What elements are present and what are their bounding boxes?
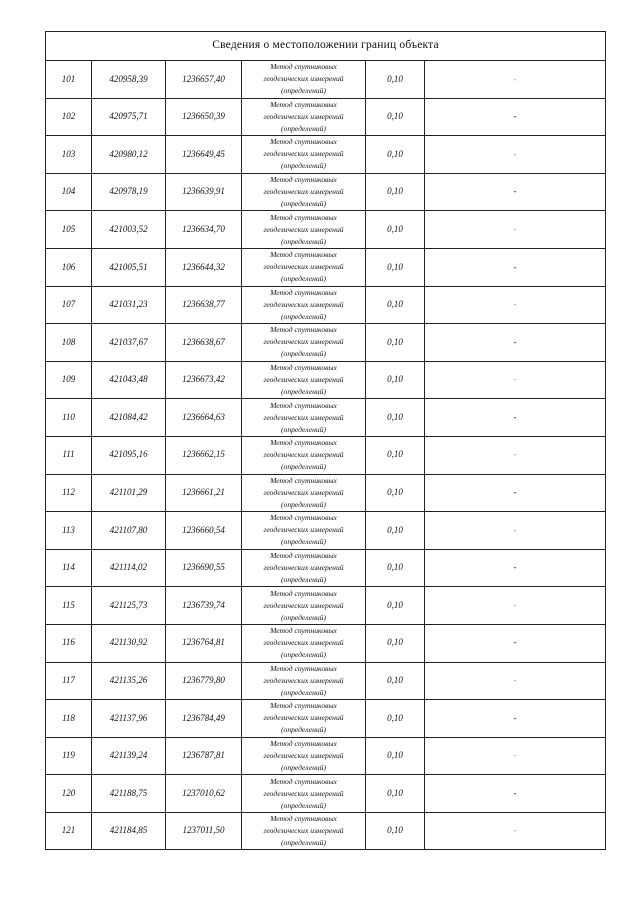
point-number-cell: 113 bbox=[46, 512, 92, 550]
method-cell bbox=[242, 361, 366, 399]
table-row bbox=[46, 587, 606, 625]
note-cell: - bbox=[425, 737, 606, 775]
y-coordinate-cell: 1236662,15 bbox=[166, 436, 242, 474]
method-line-2: геодезических измерений bbox=[263, 563, 344, 573]
accuracy-cell: 0,10 bbox=[366, 136, 425, 174]
note-cell: - bbox=[425, 248, 606, 286]
accuracy-cell: 0,10 bbox=[366, 324, 425, 362]
x-coordinate-cell: 421188,75 bbox=[92, 775, 166, 813]
method-line-1: Метод спутниковых bbox=[270, 663, 337, 673]
table-row bbox=[46, 98, 606, 136]
method-line-2: геодезических измерений bbox=[263, 111, 344, 121]
point-number-cell: 104 bbox=[46, 173, 92, 211]
x-coordinate-cell: 421031,23 bbox=[92, 286, 166, 324]
accuracy-cell: 0,10 bbox=[366, 474, 425, 512]
method-line-1: Метод спутниковых bbox=[270, 175, 337, 185]
method-line-1: Метод спутниковых bbox=[270, 212, 337, 222]
method-line-1: Метод спутниковых bbox=[270, 99, 337, 109]
point-number-cell: 117 bbox=[46, 662, 92, 700]
method-line-3: (определений) bbox=[281, 725, 326, 735]
method-cell bbox=[242, 211, 366, 249]
method-cell bbox=[242, 286, 366, 324]
method-line-2: геодезических измерений bbox=[263, 412, 344, 422]
x-coordinate-cell: 421135,26 bbox=[92, 662, 166, 700]
x-coordinate-cell: 421125,73 bbox=[92, 587, 166, 625]
table-row bbox=[46, 775, 606, 813]
accuracy-cell: 0,10 bbox=[366, 812, 425, 850]
x-coordinate-cell: 421139,24 bbox=[92, 737, 166, 775]
note-cell: - bbox=[425, 512, 606, 550]
method-line-1: Метод спутниковых bbox=[270, 513, 337, 523]
table-row bbox=[46, 812, 606, 850]
y-coordinate-cell: 1237011,50 bbox=[166, 812, 242, 850]
x-coordinate-cell: 421101,29 bbox=[92, 474, 166, 512]
accuracy-cell: 0,10 bbox=[366, 549, 425, 587]
method-line-2: геодезических измерений bbox=[263, 713, 344, 723]
note-cell: - bbox=[425, 361, 606, 399]
table-row bbox=[46, 549, 606, 587]
point-number-cell: 105 bbox=[46, 211, 92, 249]
note-cell: - bbox=[425, 98, 606, 136]
point-number-cell: 121 bbox=[46, 812, 92, 850]
y-coordinate-cell: 1236664,63 bbox=[166, 399, 242, 437]
point-number-cell: 109 bbox=[46, 361, 92, 399]
method-line-3: (определений) bbox=[281, 199, 326, 209]
point-number-cell: 101 bbox=[46, 61, 92, 99]
table-row bbox=[46, 624, 606, 662]
x-coordinate-cell: 420975,71 bbox=[92, 98, 166, 136]
method-cell bbox=[242, 173, 366, 211]
method-line-1: Метод спутниковых bbox=[270, 776, 337, 786]
note-cell: - bbox=[425, 549, 606, 587]
method-line-3: (определений) bbox=[281, 650, 326, 660]
note-cell: - bbox=[425, 436, 606, 474]
accuracy-cell: 0,10 bbox=[366, 436, 425, 474]
table-row bbox=[46, 286, 606, 324]
y-coordinate-cell: 1236690,55 bbox=[166, 549, 242, 587]
method-line-1: Метод спутниковых bbox=[270, 62, 337, 72]
method-cell bbox=[242, 436, 366, 474]
point-number-cell: 103 bbox=[46, 136, 92, 174]
table-row bbox=[46, 700, 606, 738]
point-number-cell: 114 bbox=[46, 549, 92, 587]
note-cell: - bbox=[425, 61, 606, 99]
note-cell: - bbox=[425, 587, 606, 625]
table-row bbox=[46, 136, 606, 174]
accuracy-cell: 0,10 bbox=[366, 211, 425, 249]
y-coordinate-cell: 1236787,81 bbox=[166, 737, 242, 775]
method-line-1: Метод спутниковых bbox=[270, 438, 337, 448]
x-coordinate-cell: 421130,92 bbox=[92, 624, 166, 662]
y-coordinate-cell: 1236784,49 bbox=[166, 700, 242, 738]
method-line-1: Метод спутниковых bbox=[270, 475, 337, 485]
accuracy-cell: 0,10 bbox=[366, 624, 425, 662]
y-coordinate-cell: 1236638,67 bbox=[166, 324, 242, 362]
table-row bbox=[46, 248, 606, 286]
accuracy-cell: 0,10 bbox=[366, 737, 425, 775]
method-cell bbox=[242, 587, 366, 625]
note-cell: - bbox=[425, 211, 606, 249]
method-cell bbox=[242, 775, 366, 813]
note-cell: - bbox=[425, 662, 606, 700]
note-cell: - bbox=[425, 399, 606, 437]
x-coordinate-cell: 420980,12 bbox=[92, 136, 166, 174]
note-cell: - bbox=[425, 324, 606, 362]
table-row bbox=[46, 324, 606, 362]
y-coordinate-cell: 1236634,70 bbox=[166, 211, 242, 249]
y-coordinate-cell: 1236660,54 bbox=[166, 512, 242, 550]
x-coordinate-cell: 421003,52 bbox=[92, 211, 166, 249]
point-number-cell: 110 bbox=[46, 399, 92, 437]
note-cell: - bbox=[425, 775, 606, 813]
method-line-3: (определений) bbox=[281, 462, 326, 472]
accuracy-cell: 0,10 bbox=[366, 361, 425, 399]
method-line-1: Метод спутниковых bbox=[270, 814, 337, 824]
note-cell: - bbox=[425, 286, 606, 324]
table-row bbox=[46, 61, 606, 99]
table-row bbox=[46, 211, 606, 249]
method-line-3: (определений) bbox=[281, 800, 326, 810]
method-cell bbox=[242, 399, 366, 437]
method-line-3: (определений) bbox=[281, 838, 326, 848]
y-coordinate-cell: 1236779,80 bbox=[166, 662, 242, 700]
note-cell: - bbox=[425, 624, 606, 662]
y-coordinate-cell: 1236649,45 bbox=[166, 136, 242, 174]
note-cell: - bbox=[425, 812, 606, 850]
point-number-cell: 107 bbox=[46, 286, 92, 324]
x-coordinate-cell: 421084,42 bbox=[92, 399, 166, 437]
method-line-1: Метод спутниковых bbox=[270, 626, 337, 636]
method-line-2: геодезических измерений bbox=[263, 149, 344, 159]
x-coordinate-cell: 421114,02 bbox=[92, 549, 166, 587]
method-line-2: геодезических измерений bbox=[263, 750, 344, 760]
note-cell: - bbox=[425, 700, 606, 738]
method-cell bbox=[242, 248, 366, 286]
accuracy-cell: 0,10 bbox=[366, 662, 425, 700]
x-coordinate-cell: 421107,80 bbox=[92, 512, 166, 550]
method-line-1: Метод спутниковых bbox=[270, 738, 337, 748]
table-row bbox=[46, 436, 606, 474]
method-cell bbox=[242, 662, 366, 700]
note-cell: - bbox=[425, 474, 606, 512]
method-cell bbox=[242, 98, 366, 136]
accuracy-cell: 0,10 bbox=[366, 61, 425, 99]
method-cell bbox=[242, 549, 366, 587]
accuracy-cell: 0,10 bbox=[366, 173, 425, 211]
boundary-table-body bbox=[46, 32, 606, 850]
method-cell bbox=[242, 61, 366, 99]
x-coordinate-cell: 420978,19 bbox=[92, 173, 166, 211]
method-line-2: геодезических измерений bbox=[263, 337, 344, 347]
method-line-2: геодезических измерений bbox=[263, 788, 344, 798]
accuracy-cell: 0,10 bbox=[366, 775, 425, 813]
method-line-2: геодезических измерений bbox=[263, 450, 344, 460]
method-line-3: (определений) bbox=[281, 687, 326, 697]
method-line-3: (определений) bbox=[281, 236, 326, 246]
x-coordinate-cell: 420958,39 bbox=[92, 61, 166, 99]
method-line-2: геодезических измерений bbox=[263, 262, 344, 272]
method-line-3: (определений) bbox=[281, 123, 326, 133]
x-coordinate-cell: 421005,51 bbox=[92, 248, 166, 286]
method-line-1: Метод спутниковых bbox=[270, 551, 337, 561]
y-coordinate-cell: 1236639,91 bbox=[166, 173, 242, 211]
x-coordinate-cell: 421037,67 bbox=[92, 324, 166, 362]
method-line-3: (определений) bbox=[281, 537, 326, 547]
method-line-3: (определений) bbox=[281, 161, 326, 171]
method-cell bbox=[242, 624, 366, 662]
point-number-cell: 102 bbox=[46, 98, 92, 136]
method-line-2: геодезических измерений bbox=[263, 487, 344, 497]
accuracy-cell: 0,10 bbox=[366, 286, 425, 324]
point-number-cell: 115 bbox=[46, 587, 92, 625]
accuracy-cell: 0,10 bbox=[366, 248, 425, 286]
y-coordinate-cell: 1236764,81 bbox=[166, 624, 242, 662]
method-line-2: геодезических измерений bbox=[263, 299, 344, 309]
method-line-1: Метод спутниковых bbox=[270, 400, 337, 410]
method-cell bbox=[242, 324, 366, 362]
method-line-3: (определений) bbox=[281, 86, 326, 96]
method-line-1: Метод спутниковых bbox=[270, 588, 337, 598]
method-line-1: Метод спутниковых bbox=[270, 137, 337, 147]
table-row bbox=[46, 512, 606, 550]
x-coordinate-cell: 421095,16 bbox=[92, 436, 166, 474]
note-cell: - bbox=[425, 136, 606, 174]
method-line-1: Метод спутниковых bbox=[270, 325, 337, 335]
method-line-3: (определений) bbox=[281, 387, 326, 397]
method-cell bbox=[242, 474, 366, 512]
method-line-3: (определений) bbox=[281, 311, 326, 321]
table-row bbox=[46, 474, 606, 512]
method-line-1: Метод спутниковых bbox=[270, 363, 337, 373]
accuracy-cell: 0,10 bbox=[366, 399, 425, 437]
point-number-cell: 111 bbox=[46, 436, 92, 474]
y-coordinate-cell: 1237010,62 bbox=[166, 775, 242, 813]
method-line-1: Метод спутниковых bbox=[270, 701, 337, 711]
y-coordinate-cell: 1236661,21 bbox=[166, 474, 242, 512]
method-line-3: (определений) bbox=[281, 575, 326, 585]
note-cell: - bbox=[425, 173, 606, 211]
method-line-3: (определений) bbox=[281, 274, 326, 284]
y-coordinate-cell: 1236673,42 bbox=[166, 361, 242, 399]
method-line-3: (определений) bbox=[281, 762, 326, 772]
point-number-cell: 106 bbox=[46, 248, 92, 286]
x-coordinate-cell: 421137,96 bbox=[92, 700, 166, 738]
method-line-1: Метод спутниковых bbox=[270, 287, 337, 297]
y-coordinate-cell: 1236657,40 bbox=[166, 61, 242, 99]
method-line-2: геодезических измерений bbox=[263, 224, 344, 234]
accuracy-cell: 0,10 bbox=[366, 512, 425, 550]
method-line-2: геодезических измерений bbox=[263, 74, 344, 84]
y-coordinate-cell: 1236650,39 bbox=[166, 98, 242, 136]
document-sheet bbox=[45, 31, 605, 850]
table-row bbox=[46, 737, 606, 775]
method-cell bbox=[242, 737, 366, 775]
method-line-2: геодезических измерений bbox=[263, 638, 344, 648]
method-line-3: (определений) bbox=[281, 499, 326, 509]
method-line-2: геодезических измерений bbox=[263, 525, 344, 535]
point-number-cell: 119 bbox=[46, 737, 92, 775]
method-line-2: геодезических измерений bbox=[263, 600, 344, 610]
method-cell bbox=[242, 700, 366, 738]
table-row bbox=[46, 361, 606, 399]
method-cell bbox=[242, 512, 366, 550]
method-line-2: геодезических измерений bbox=[263, 187, 344, 197]
table-title-row bbox=[46, 32, 606, 61]
accuracy-cell: 0,10 bbox=[366, 98, 425, 136]
boundary-table bbox=[45, 31, 606, 850]
table-row bbox=[46, 662, 606, 700]
y-coordinate-cell: 1236739,74 bbox=[166, 587, 242, 625]
point-number-cell: 116 bbox=[46, 624, 92, 662]
table-row bbox=[46, 399, 606, 437]
x-coordinate-cell: 421043,48 bbox=[92, 361, 166, 399]
table-title: Сведения о местоположении границ объекта bbox=[46, 32, 606, 61]
method-line-3: (определений) bbox=[281, 349, 326, 359]
method-line-2: геодезических измерений bbox=[263, 826, 344, 836]
accuracy-cell: 0,10 bbox=[366, 587, 425, 625]
y-coordinate-cell: 1236644,32 bbox=[166, 248, 242, 286]
accuracy-cell: 0,10 bbox=[366, 700, 425, 738]
method-line-2: геодезических измерений bbox=[263, 675, 344, 685]
y-coordinate-cell: 1236638,77 bbox=[166, 286, 242, 324]
method-line-3: (определений) bbox=[281, 612, 326, 622]
point-number-cell: 112 bbox=[46, 474, 92, 512]
point-number-cell: 120 bbox=[46, 775, 92, 813]
method-line-3: (определений) bbox=[281, 424, 326, 434]
method-cell bbox=[242, 136, 366, 174]
point-number-cell: 108 bbox=[46, 324, 92, 362]
method-line-2: геодезических измерений bbox=[263, 375, 344, 385]
x-coordinate-cell: 421184,85 bbox=[92, 812, 166, 850]
point-number-cell: 118 bbox=[46, 700, 92, 738]
table-row bbox=[46, 173, 606, 211]
method-line-1: Метод спутниковых bbox=[270, 250, 337, 260]
method-cell bbox=[242, 812, 366, 850]
